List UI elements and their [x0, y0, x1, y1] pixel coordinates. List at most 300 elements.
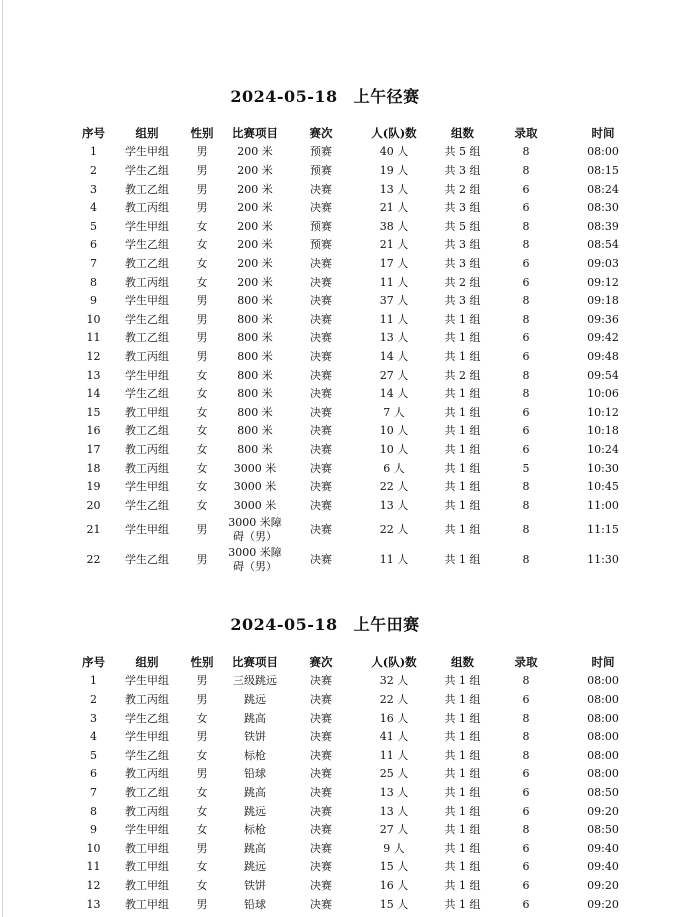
table-row: [70, 422, 650, 441]
col-count: 11 人: [379, 275, 409, 289]
col-time: 08:00: [587, 748, 619, 762]
col-time: 10:45: [587, 480, 619, 494]
table-row: [70, 217, 650, 236]
table-row: [70, 292, 650, 311]
column-header: 比赛项目: [232, 655, 278, 669]
col-heats: 共 1 组: [444, 897, 481, 911]
table-row: [70, 784, 650, 803]
col-seq: 15: [86, 405, 101, 419]
col-heats: 共 1 组: [444, 823, 481, 837]
col-round: 决赛: [310, 312, 332, 326]
column-header: 序号: [82, 126, 105, 140]
col-gender: 女: [196, 238, 208, 252]
col-time: 09:40: [587, 860, 619, 874]
col-qualify: 8: [522, 730, 530, 744]
col-qualify: 6: [522, 424, 530, 438]
col-time: 09:36: [587, 312, 619, 326]
col-round: 决赛: [310, 480, 332, 494]
col-event: 标枪: [244, 823, 266, 837]
table-body: [70, 143, 650, 575]
col-gender: 男: [196, 331, 208, 345]
col-round: 决赛: [310, 785, 332, 799]
col-group: 教工甲组: [125, 405, 169, 419]
col-gender: 女: [196, 275, 208, 289]
col-group: 教工乙组: [125, 182, 169, 196]
col-gender: 女: [196, 785, 208, 799]
col-heats: 共 1 组: [444, 424, 481, 438]
col-event: 800 米: [237, 312, 273, 326]
col-qualify: 8: [522, 674, 530, 688]
col-gender: 男: [196, 201, 208, 215]
col-gender: 女: [196, 387, 208, 401]
col-time: 09:54: [587, 368, 619, 382]
col-heats: 共 1 组: [444, 312, 481, 326]
column-header: 赛次: [309, 655, 333, 669]
col-group: 学生甲组: [125, 145, 169, 159]
col-time: 08:00: [587, 711, 619, 725]
column-header: 组数: [451, 126, 474, 140]
col-time: 10:06: [587, 387, 619, 401]
col-gender: 男: [196, 182, 208, 196]
col-seq: 11: [86, 331, 101, 345]
col-event: 3000 米: [233, 498, 277, 512]
col-time: 08:24: [587, 182, 619, 196]
col-qualify: 6: [522, 275, 530, 289]
col-seq: 1: [90, 145, 97, 159]
col-time: 08:00: [587, 674, 619, 688]
col-time: 08:00: [587, 145, 619, 159]
col-event: 跳远: [244, 693, 266, 707]
col-seq: 3: [90, 711, 97, 725]
col-round: 决赛: [310, 387, 332, 401]
col-qualify: 6: [522, 442, 530, 456]
field-section-title: [0, 612, 650, 635]
col-seq: 18: [86, 461, 101, 475]
col-event: 200 米: [237, 238, 273, 252]
col-seq: 22: [86, 553, 101, 566]
table-row: [70, 199, 650, 218]
col-event: 800 米: [237, 294, 273, 308]
col-count: 10 人: [379, 442, 409, 456]
col-group: 学生甲组: [125, 294, 169, 308]
col-seq: 6: [90, 767, 97, 781]
col-time: 11:00: [587, 498, 619, 512]
table-row: [70, 496, 650, 515]
col-time: 10:30: [587, 461, 619, 475]
col-heats: 共 1 组: [444, 331, 481, 345]
col-gender: 男: [196, 164, 208, 178]
col-event: 800 米: [237, 405, 273, 419]
table-row: [70, 728, 650, 747]
column-header: 比赛项目: [232, 126, 278, 140]
col-time: 11:15: [587, 523, 619, 536]
col-event: 800 米: [237, 368, 273, 382]
col-time: 08:00: [587, 767, 619, 781]
col-round: 决赛: [310, 275, 332, 289]
col-count: 11 人: [379, 553, 409, 566]
col-group: 学生甲组: [125, 674, 169, 688]
col-group: 教工乙组: [125, 331, 169, 345]
table-row: [70, 273, 650, 292]
col-qualify: 6: [522, 182, 530, 196]
col-time: 08:15: [587, 164, 619, 178]
col-gender: 女: [196, 823, 208, 837]
col-qualify: 8: [522, 823, 530, 837]
col-event: 铅球: [244, 897, 266, 911]
col-seq: 9: [90, 823, 97, 837]
column-header: 性别: [190, 126, 214, 140]
col-gender: 男: [196, 349, 208, 363]
col-group: 学生甲组: [125, 480, 169, 494]
col-qualify: 8: [522, 219, 530, 233]
col-event: 200 米: [237, 275, 273, 289]
col-gender: 女: [196, 804, 208, 818]
col-gender: 男: [196, 767, 208, 781]
col-gender: 女: [196, 498, 208, 512]
col-group: 学生乙组: [125, 748, 169, 762]
col-event: 200 米: [237, 164, 273, 178]
col-count: 19 人: [379, 164, 409, 178]
col-round: 决赛: [310, 442, 332, 456]
col-seq: 4: [90, 730, 97, 744]
col-time: 08:00: [587, 730, 619, 744]
table-row: [70, 765, 650, 784]
col-qualify: 8: [522, 553, 530, 566]
col-qualify: 6: [522, 331, 530, 345]
col-time: 10:18: [587, 424, 619, 438]
col-seq: 19: [86, 480, 101, 494]
col-time: 09:20: [587, 897, 619, 911]
col-time: 08:54: [587, 238, 619, 252]
col-count: 40 人: [379, 145, 409, 159]
col-qualify: 6: [522, 349, 530, 363]
col-gender: 女: [196, 480, 208, 494]
col-seq: 8: [90, 804, 97, 818]
col-count: 21 人: [379, 238, 409, 252]
col-event: 跳高: [244, 711, 266, 725]
col-event: 800 米: [237, 349, 273, 363]
col-event: 3000 米障碍（男）: [228, 546, 282, 573]
col-count: 32 人: [379, 674, 409, 688]
col-count: 27 人: [379, 368, 409, 382]
col-round: 决赛: [310, 523, 332, 536]
col-time: 09:42: [587, 331, 619, 345]
col-seq: 11: [86, 860, 101, 874]
track-section-name: 上午径赛: [353, 87, 420, 106]
table-row: [70, 802, 650, 821]
col-round: 决赛: [310, 294, 332, 308]
col-count: 15 人: [379, 860, 409, 874]
table-row: [70, 236, 650, 255]
col-seq: 17: [86, 442, 101, 456]
col-gender: 女: [196, 878, 208, 892]
col-group: 学生乙组: [125, 238, 169, 252]
col-group: 教工甲组: [125, 841, 169, 855]
col-heats: 共 1 组: [444, 841, 481, 855]
table-row: [70, 162, 650, 181]
col-count: 13 人: [379, 785, 409, 799]
table-row: [70, 441, 650, 460]
col-event: 铁饼: [244, 878, 266, 892]
col-group: 学生乙组: [125, 553, 169, 566]
table-row: [70, 478, 650, 497]
col-qualify: 6: [522, 785, 530, 799]
track-schedule-table: [70, 123, 650, 575]
column-header: 序号: [82, 655, 105, 669]
col-seq: 14: [86, 387, 101, 401]
col-qualify: 8: [522, 368, 530, 382]
col-count: 13 人: [379, 331, 409, 345]
col-seq: 20: [86, 498, 101, 512]
col-round: 决赛: [310, 730, 332, 744]
col-count: 27 人: [379, 823, 409, 837]
col-group: 教工丙组: [125, 442, 169, 456]
col-count: 13 人: [379, 182, 409, 196]
col-group: 教工甲组: [125, 897, 169, 911]
col-seq: 13: [86, 897, 101, 911]
col-seq: 3: [90, 182, 97, 196]
table-row: [70, 672, 650, 691]
table-row: [70, 895, 650, 914]
col-heats: 共 2 组: [444, 275, 481, 289]
col-round: 预赛: [310, 238, 332, 252]
col-heats: 共 1 组: [444, 693, 481, 707]
col-round: 决赛: [310, 424, 332, 438]
col-qualify: 6: [522, 405, 530, 419]
col-seq: 21: [86, 523, 101, 536]
col-heats: 共 1 组: [444, 553, 481, 566]
col-event: 3000 米: [233, 461, 277, 475]
col-round: 决赛: [310, 405, 332, 419]
col-round: 决赛: [310, 331, 332, 345]
col-round: 决赛: [310, 767, 332, 781]
col-group: 学生甲组: [125, 523, 169, 536]
col-group: 教工甲组: [125, 878, 169, 892]
col-group: 学生甲组: [125, 368, 169, 382]
col-count: 16 人: [379, 711, 409, 725]
column-header: 时间: [591, 126, 615, 140]
col-round: 决赛: [310, 256, 332, 270]
col-event: 200 米: [237, 201, 273, 215]
col-event: 800 米: [237, 331, 273, 345]
col-qualify: 8: [522, 312, 530, 326]
col-count: 21 人: [379, 201, 409, 215]
table-row: [70, 310, 650, 329]
col-group: 学生乙组: [125, 711, 169, 725]
col-group: 学生乙组: [125, 312, 169, 326]
col-qualify: 8: [522, 145, 530, 159]
table-row: [70, 255, 650, 274]
col-round: 决赛: [310, 182, 332, 196]
col-gender: 男: [196, 312, 208, 326]
table-row: [70, 821, 650, 840]
col-heats: 共 1 组: [444, 480, 481, 494]
col-heats: 共 5 组: [444, 219, 481, 233]
col-round: 决赛: [310, 878, 332, 892]
field-section-name: 上午田赛: [353, 615, 420, 634]
col-count: 17 人: [379, 256, 409, 270]
col-group: 学生乙组: [125, 498, 169, 512]
col-event: 800 米: [237, 424, 273, 438]
col-group: 教工丙组: [125, 804, 169, 818]
col-group: 教工丙组: [125, 461, 169, 475]
col-round: 决赛: [310, 748, 332, 762]
col-heats: 共 1 组: [444, 860, 481, 874]
col-heats: 共 2 组: [444, 182, 481, 196]
col-gender: 女: [196, 748, 208, 762]
col-time: 09:12: [587, 275, 619, 289]
col-qualify: 6: [522, 804, 530, 818]
col-round: 决赛: [310, 368, 332, 382]
col-event: 200 米: [237, 256, 273, 270]
col-qualify: 8: [522, 238, 530, 252]
col-gender: 女: [196, 256, 208, 270]
col-event: 三级跳远: [233, 674, 277, 688]
col-heats: 共 1 组: [444, 730, 481, 744]
col-count: 10 人: [379, 424, 409, 438]
col-qualify: 5: [522, 461, 530, 475]
column-header: 组别: [135, 655, 159, 669]
col-round: 预赛: [310, 164, 332, 178]
column-header: 录取: [514, 655, 538, 669]
col-qualify: 8: [522, 748, 530, 762]
column-header: 性别: [190, 655, 214, 669]
col-round: 预赛: [310, 219, 332, 233]
col-group: 教工甲组: [125, 860, 169, 874]
table-row: [70, 839, 650, 858]
col-count: 16 人: [379, 878, 409, 892]
table-row: [70, 877, 650, 896]
table-row: [70, 403, 650, 422]
col-event: 800 米: [237, 387, 273, 401]
col-seq: 12: [86, 349, 101, 363]
col-time: 08:50: [587, 823, 619, 837]
col-count: 14 人: [379, 387, 409, 401]
col-gender: 男: [196, 897, 208, 911]
col-qualify: 6: [522, 841, 530, 855]
table-row: [70, 348, 650, 367]
col-gender: 男: [196, 730, 208, 744]
field-schedule-table: [70, 652, 650, 914]
col-heats: 共 3 组: [444, 294, 481, 308]
col-seq: 5: [90, 748, 97, 762]
col-heats: 共 1 组: [444, 387, 481, 401]
column-header: 人(队)数: [371, 655, 417, 669]
page-left-border: [2, 0, 3, 917]
col-gender: 女: [196, 442, 208, 456]
col-gender: 男: [196, 553, 208, 566]
col-event: 跳远: [244, 860, 266, 874]
column-header: 录取: [514, 126, 538, 140]
table-row: [70, 746, 650, 765]
col-count: 38 人: [379, 219, 409, 233]
col-group: 教工丙组: [125, 275, 169, 289]
col-count: 22 人: [379, 480, 409, 494]
col-count: 37 人: [379, 294, 409, 308]
col-gender: 女: [196, 461, 208, 475]
table-row: [70, 366, 650, 385]
col-seq: 13: [86, 368, 101, 382]
table-body: [70, 672, 650, 914]
table-row: [70, 691, 650, 710]
col-event: 200 米: [237, 145, 273, 159]
col-heats: 共 1 组: [444, 405, 481, 419]
col-time: 11:30: [587, 553, 619, 566]
col-time: 08:39: [587, 219, 619, 233]
col-seq: 5: [90, 219, 97, 233]
col-heats: 共 3 组: [444, 238, 481, 252]
col-seq: 7: [90, 785, 97, 799]
col-heats: 共 1 组: [444, 349, 481, 363]
col-gender: 男: [196, 523, 208, 536]
col-event: 铁饼: [244, 730, 266, 744]
col-group: 教工乙组: [125, 424, 169, 438]
col-gender: 女: [196, 424, 208, 438]
col-count: 11 人: [379, 312, 409, 326]
column-header: 组别: [135, 126, 159, 140]
col-event: 200 米: [237, 182, 273, 196]
col-qualify: 8: [522, 498, 530, 512]
col-heats: 共 5 组: [444, 145, 481, 159]
col-group: 教工丙组: [125, 693, 169, 707]
col-round: 决赛: [310, 860, 332, 874]
col-count: 11 人: [379, 748, 409, 762]
col-seq: 9: [90, 294, 97, 308]
col-seq: 10: [86, 841, 101, 855]
col-heats: 共 1 组: [444, 523, 481, 536]
col-round: 决赛: [310, 553, 332, 566]
col-qualify: 8: [522, 387, 530, 401]
col-time: 09:18: [587, 294, 619, 308]
col-event: 跳高: [244, 841, 266, 855]
col-event: 跳高: [244, 785, 266, 799]
col-group: 学生乙组: [125, 164, 169, 178]
col-gender: 女: [196, 860, 208, 874]
col-qualify: 6: [522, 767, 530, 781]
col-seq: 2: [90, 164, 97, 178]
col-event: 标枪: [244, 748, 266, 762]
col-heats: 共 3 组: [444, 256, 481, 270]
col-time: 09:20: [587, 878, 619, 892]
col-heats: 共 3 组: [444, 164, 481, 178]
col-round: 决赛: [310, 693, 332, 707]
col-time: 10:24: [587, 442, 619, 456]
col-qualify: 8: [522, 523, 530, 536]
col-heats: 共 1 组: [444, 785, 481, 799]
table-header-row: [70, 652, 650, 672]
col-event: 铅球: [244, 767, 266, 781]
column-header: 人(队)数: [371, 126, 417, 140]
col-count: 13 人: [379, 804, 409, 818]
col-time: 10:12: [587, 405, 619, 419]
column-header: 组数: [451, 655, 474, 669]
col-qualify: 6: [522, 201, 530, 215]
col-count: 9 人: [383, 841, 405, 855]
col-qualify: 8: [522, 711, 530, 725]
table-row: [70, 515, 650, 545]
col-heats: 共 1 组: [444, 804, 481, 818]
col-heats: 共 1 组: [444, 711, 481, 725]
col-qualify: 6: [522, 693, 530, 707]
table-row: [70, 709, 650, 728]
col-round: 决赛: [310, 201, 332, 215]
col-gender: 男: [196, 841, 208, 855]
col-event: 跳远: [244, 804, 266, 818]
col-group: 教工乙组: [125, 256, 169, 270]
table-row: [70, 180, 650, 199]
col-gender: 女: [196, 368, 208, 382]
col-count: 25 人: [379, 767, 409, 781]
